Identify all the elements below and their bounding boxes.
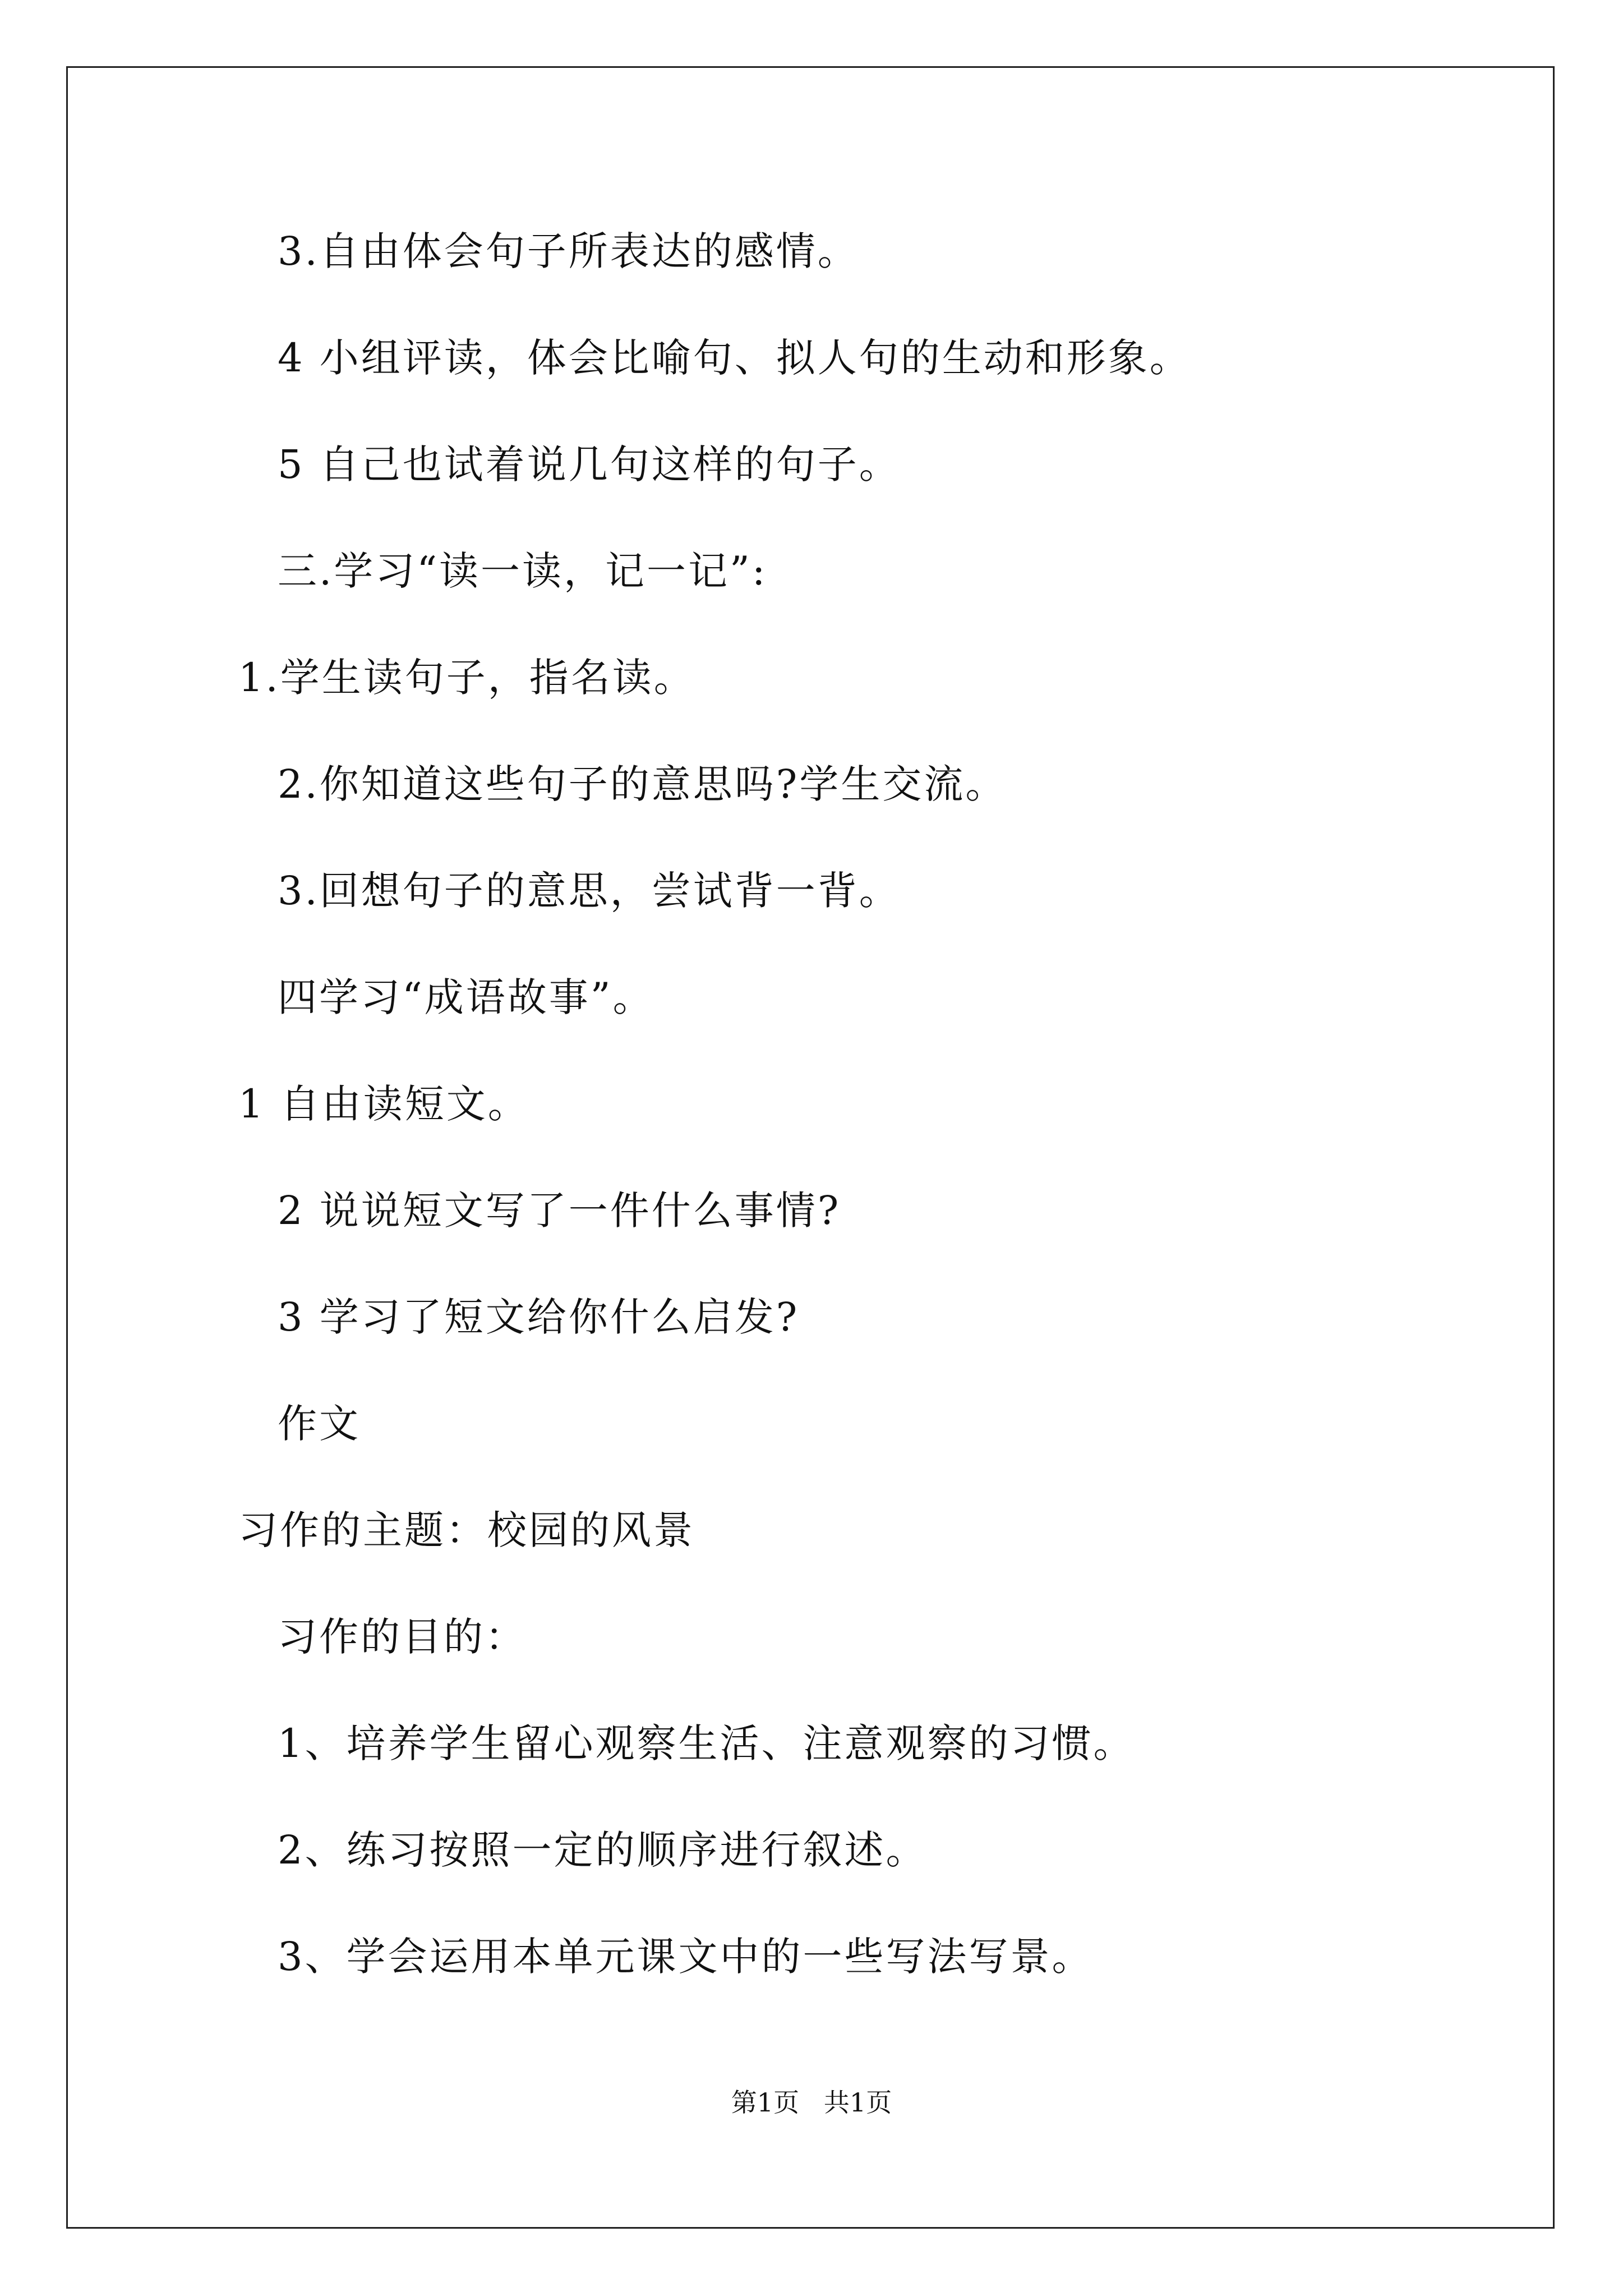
text-line: 3.回想句子的意思，尝试背一背。: [278, 868, 901, 914]
section-heading: 四学习“成语故事”。: [278, 974, 654, 1020]
text-line: 3、学会运用本单元课文中的一些写法写景。: [278, 1934, 1094, 1980]
text-line: 2 说说短文写了一件什么事情?: [278, 1188, 841, 1234]
text-line: 1.学生读句子，指名读。: [238, 655, 695, 701]
page-number-footer: 第1页 共1页: [731, 2087, 892, 2118]
text-line: 1 自由读短文。: [238, 1081, 529, 1127]
text-line: 5 自己也试着说几句这样的句子。: [278, 441, 901, 487]
section-heading: 作文: [278, 1401, 361, 1447]
page-frame: [66, 66, 1555, 2229]
text-line: 1、培养学生留心观察生活、注意观察的习惯。: [278, 1720, 1135, 1766]
text-line: 3.自由体会句子所表达的感情。: [278, 228, 859, 274]
text-line: 4 小组评读，体会比喻句、拟人句的生动和形象。: [278, 335, 1191, 381]
text-line: 习作的主题：校园的风景: [238, 1507, 695, 1553]
text-line: 习作的目的：: [278, 1614, 527, 1660]
section-heading: 三.学习“读一读，记一记”:: [278, 548, 768, 594]
text-line: 2、练习按照一定的顺序进行叙述。: [278, 1827, 928, 1873]
text-line: 3 学习了短文给你什么启发?: [278, 1294, 800, 1340]
text-line: 2.你知道这些句子的意思吗?学生交流。: [278, 761, 1007, 807]
